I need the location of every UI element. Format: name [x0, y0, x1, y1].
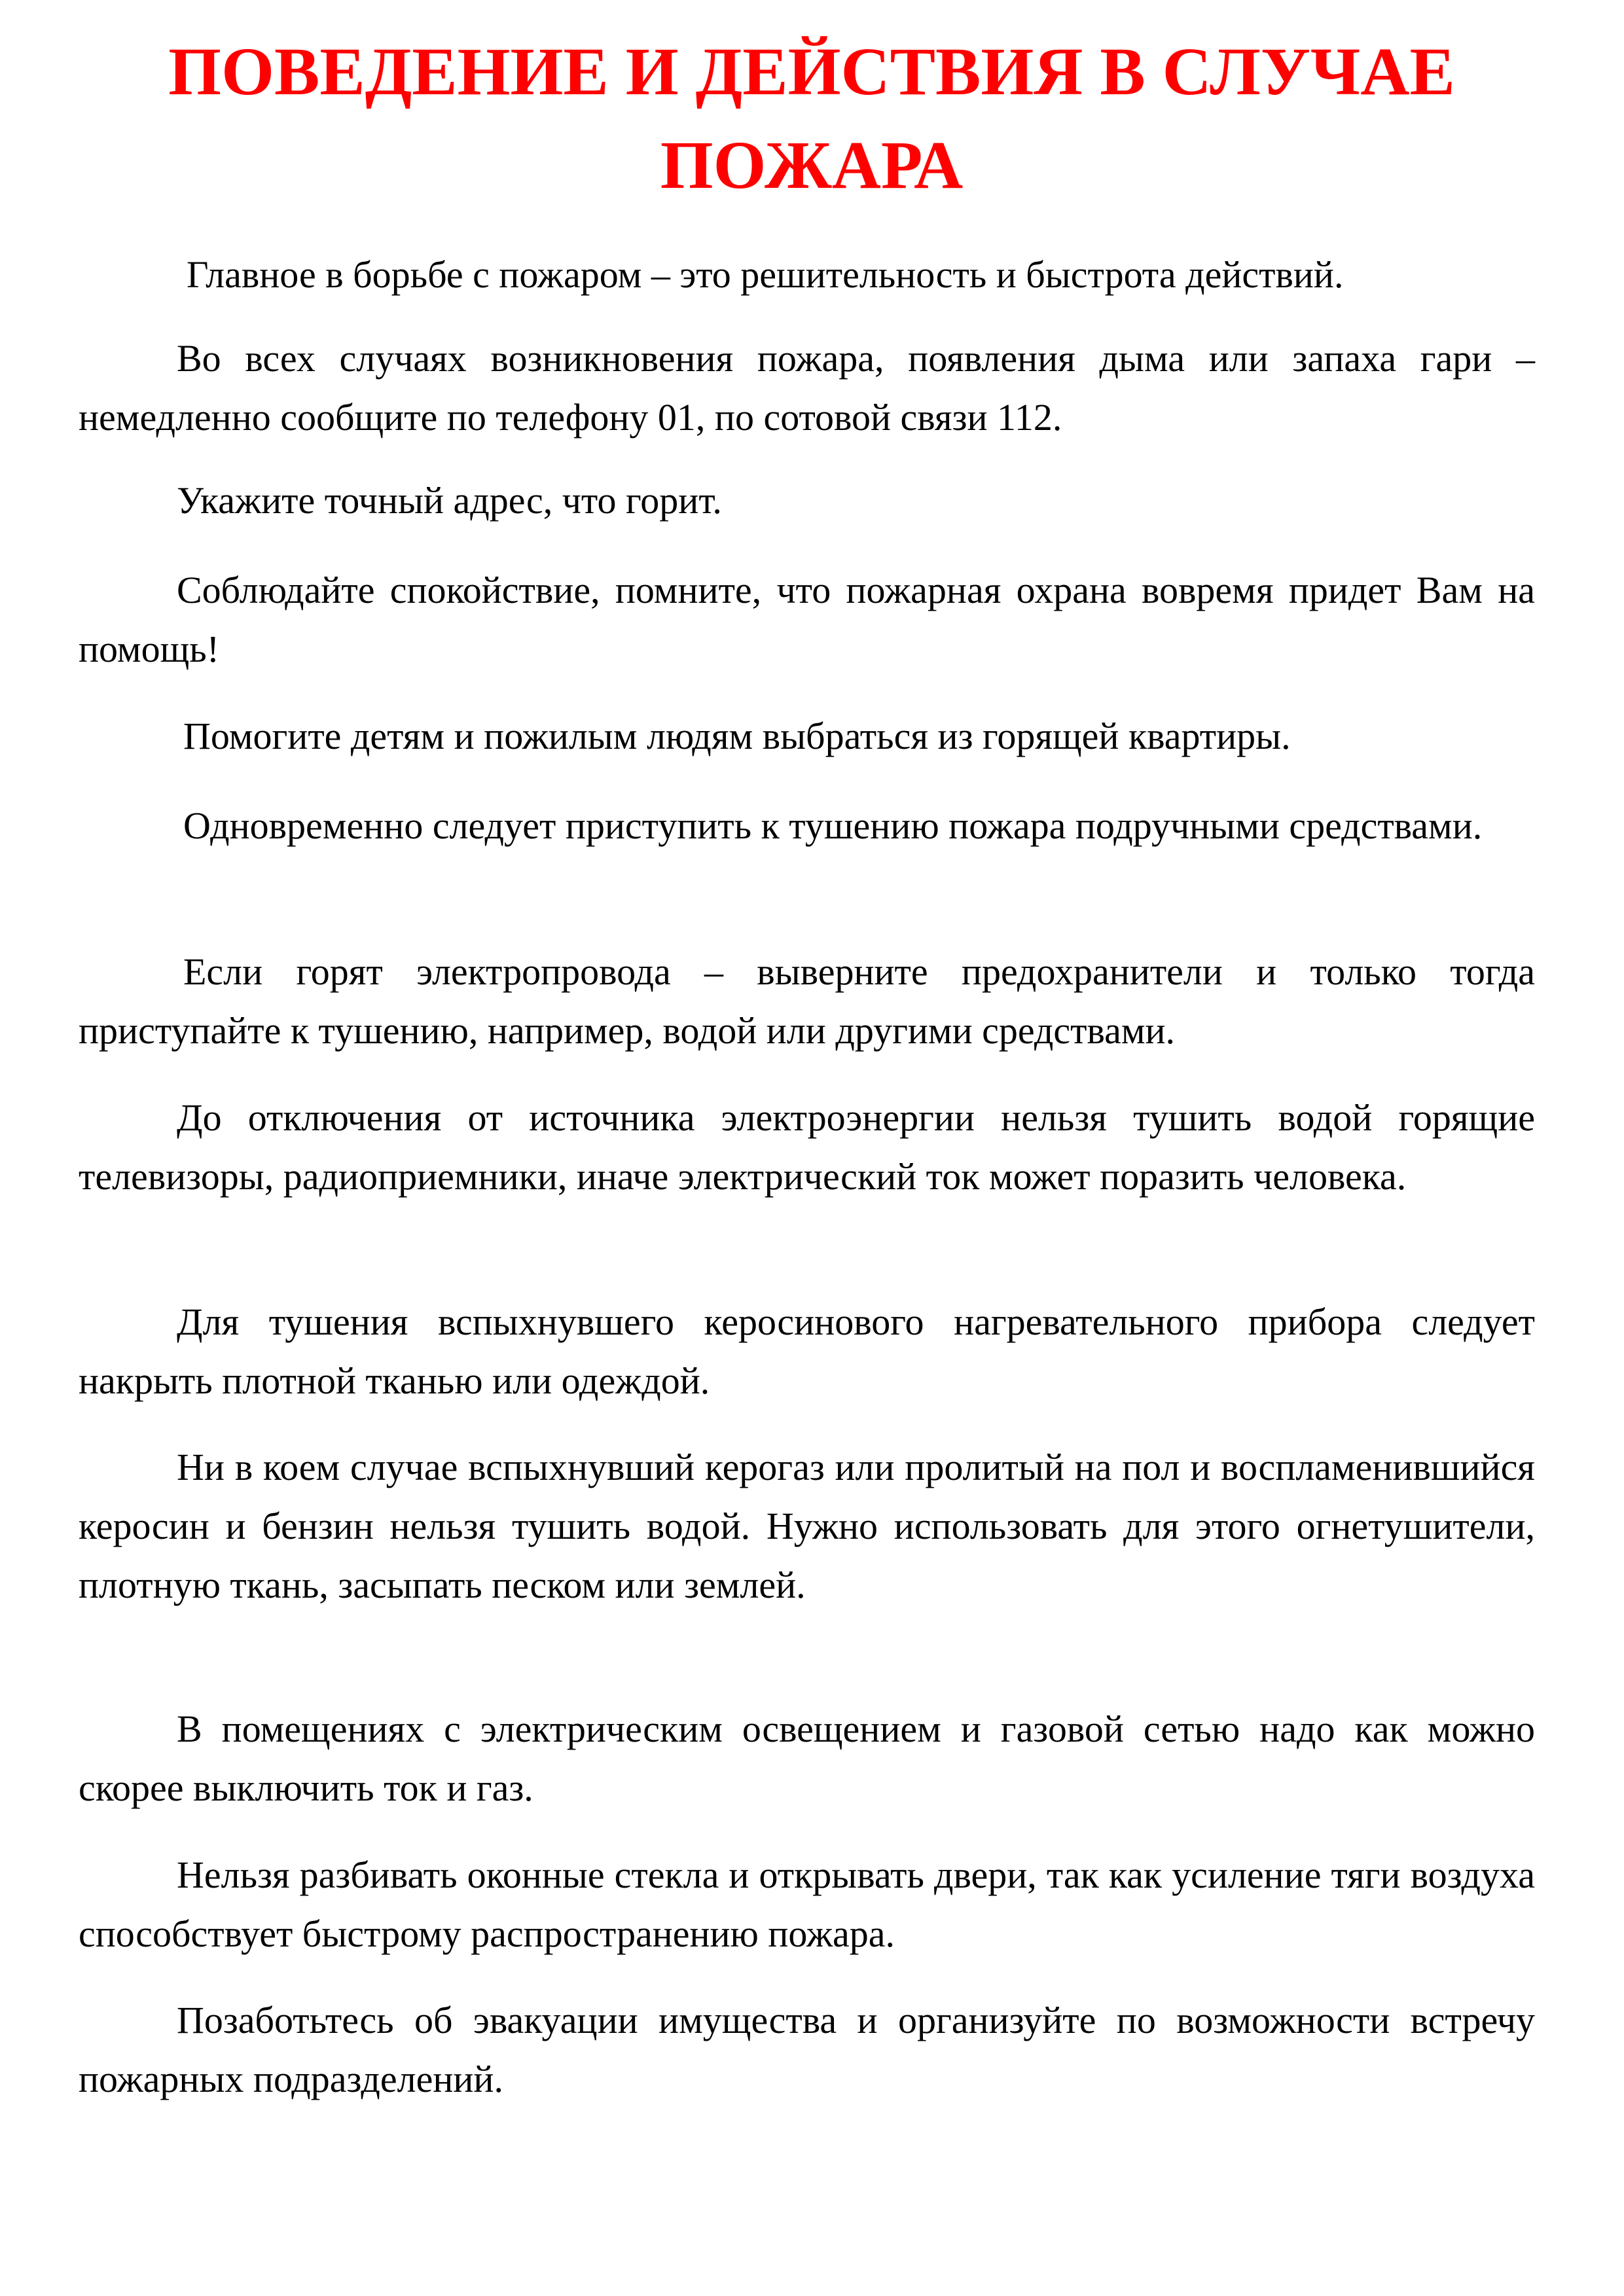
paragraph-gas-electricity: В помещениях с электрическим освещением и газовой сетью надо как можно скорее выключить ток и газ. — [79, 1708, 1535, 1809]
paragraph-call-emergency: Во всех случаях возникновения пожара, появления дыма или запаха гари – немедленно сообщите по телефону 01, по сотовой связи 112. — [79, 337, 1535, 439]
paragraph-windows-doors: Нельзя разбивать оконные стекла и открывать двери, так как усиление тяги воздуха способствует быстрому распространению пожара. — [79, 1854, 1535, 1955]
paragraph-address: Укажите точный адрес, что горит. — [177, 479, 722, 522]
paragraph-kerosene-heater: Для тушения вспыхнувшего керосинового нагревательного прибора следует накрыть плотной тканью или одеждой. — [79, 1300, 1535, 1402]
document-title-line-2: ПОЖАРА — [660, 128, 964, 203]
paragraph-main-principle: Главное в борьбе с пожаром – это решительность и быстрота действий. — [187, 253, 1344, 296]
paragraph-electrical-devices: До отключения от источника электроэнергии нельзя тушить водой горящие телевизоры, радиоприемники, иначе электрический ток может поразить человека. — [79, 1096, 1535, 1198]
paragraph-stay-calm: Соблюдайте спокойствие, помните, что пожарная охрана вовремя придет Вам на помощь! — [79, 569, 1535, 670]
paragraph-evacuation: Позаботьтесь об эвакуации имущества и организуйте по возможности встречу пожарных подразделений. — [79, 1999, 1535, 2100]
paragraph-extinguish: Одновременно следует приступить к тушению пожара подручными средствами. — [183, 804, 1483, 847]
document-title-line-1: ПОВЕДЕНИЕ И ДЕЙСТВИЯ В СЛУЧАЕ — [168, 34, 1455, 109]
paragraph-flammable-liquids: Ни в коем случае вспыхнувший керогаз или пролитый на пол и воспламенившийся керосин и бензин нельзя тушить водой. Нужно использовать для этого огнетушители, плотную ткань, засыпать песком или землей. — [79, 1446, 1535, 1606]
paragraph-electric-wires: Если горят электропровода – выверните предохранители и только тогда приступайте к тушению, например, водой или другими средствами. — [79, 950, 1535, 1052]
paragraph-help-children: Помогите детям и пожилым людям выбраться из горящей квартиры. — [183, 715, 1291, 757]
